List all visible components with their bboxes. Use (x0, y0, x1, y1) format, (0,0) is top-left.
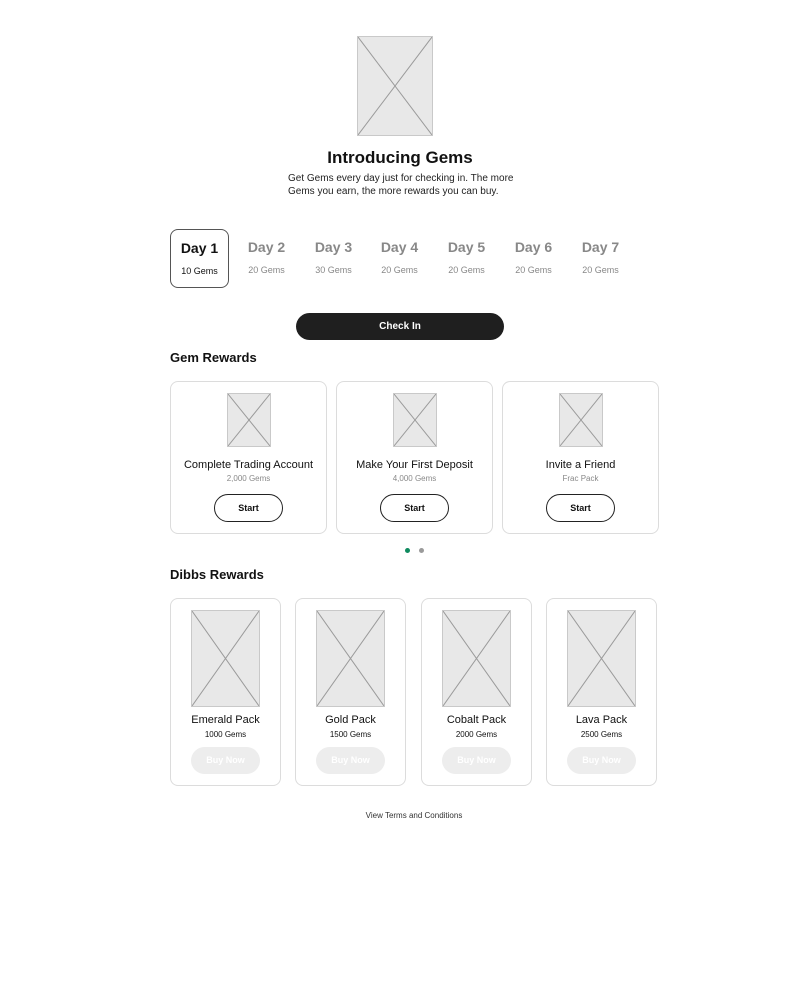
pack-price: 1500 Gems (329, 730, 372, 739)
day-label: Day 6 (514, 239, 553, 255)
hero-image-placeholder-icon (357, 36, 433, 136)
day-tab-1[interactable] (170, 229, 229, 288)
pagination-dot[interactable] (419, 548, 424, 553)
gem-rewards-heading: Gem Rewards (170, 350, 257, 365)
reward-subtitle: 4,000 Gems (392, 474, 437, 483)
gem-reward-card (170, 381, 327, 534)
pack-price: 2000 Gems (455, 730, 498, 739)
gem-reward-card (336, 381, 493, 534)
day-label: Day 2 (247, 239, 286, 255)
gem-reward-card (502, 381, 659, 534)
start-button[interactable]: Start (214, 494, 283, 522)
pack-price: 1000 Gems (204, 730, 247, 739)
pack-title: Cobalt Pack (446, 714, 507, 726)
pack-title: Lava Pack (575, 714, 628, 726)
pagination-dot-active[interactable] (405, 548, 410, 553)
day-gems: 30 Gems (315, 265, 352, 275)
reward-image-placeholder-icon (393, 393, 437, 447)
pack-card (421, 598, 532, 786)
day-tab-7[interactable] (571, 229, 630, 288)
day-gems: 20 Gems (582, 265, 619, 275)
reward-image-placeholder-icon (227, 393, 271, 447)
buy-now-button[interactable]: Buy Now (191, 747, 260, 774)
reward-title: Complete Trading Account (183, 459, 314, 471)
page-title: Introducing Gems (327, 148, 473, 167)
day-tab-4[interactable] (370, 229, 429, 288)
reward-subtitle: Frac Pack (562, 474, 599, 483)
pack-card (170, 598, 281, 786)
reward-image-placeholder-icon (559, 393, 603, 447)
day-label: Day 1 (180, 240, 219, 256)
day-gems: 20 Gems (381, 265, 418, 275)
pack-image-placeholder-icon (316, 610, 385, 707)
day-gems: 20 Gems (448, 265, 485, 275)
buy-now-button[interactable]: Buy Now (567, 747, 636, 774)
pack-title: Gold Pack (325, 714, 376, 726)
day-tab-2[interactable] (237, 229, 296, 288)
day-gems: 20 Gems (515, 265, 552, 275)
dibbs-rewards-heading: Dibbs Rewards (170, 567, 264, 582)
carousel-pagination (403, 548, 427, 554)
page-description: Get Gems every day just for checking in. The more Gems you earn, the more rewards you can buy. (288, 173, 514, 197)
terms-link[interactable]: View Terms and Conditions (365, 811, 463, 820)
pack-card (295, 598, 406, 786)
day-label: Day 3 (314, 239, 353, 255)
day-tab-3[interactable] (304, 229, 363, 288)
day-label: Day 5 (447, 239, 486, 255)
day-tab-5[interactable] (437, 229, 496, 288)
check-in-button[interactable]: Check In (296, 313, 504, 340)
reward-title: Make Your First Deposit (356, 459, 473, 471)
daily-checkin-streak (170, 229, 640, 288)
pack-image-placeholder-icon (442, 610, 511, 707)
day-gems: 20 Gems (248, 265, 285, 275)
day-tab-6[interactable] (504, 229, 563, 288)
pack-card (546, 598, 657, 786)
buy-now-button[interactable]: Buy Now (442, 747, 511, 774)
start-button[interactable]: Start (546, 494, 615, 522)
reward-title: Invite a Friend (545, 459, 616, 471)
start-button[interactable]: Start (380, 494, 449, 522)
pack-title: Emerald Pack (191, 714, 260, 726)
pack-image-placeholder-icon (567, 610, 636, 707)
reward-subtitle: 2,000 Gems (226, 474, 271, 483)
pack-image-placeholder-icon (191, 610, 260, 707)
pack-price: 2500 Gems (580, 730, 623, 739)
day-gems: 10 Gems (181, 266, 218, 276)
buy-now-button[interactable]: Buy Now (316, 747, 385, 774)
day-label: Day 7 (581, 239, 620, 255)
day-label: Day 4 (380, 239, 419, 255)
